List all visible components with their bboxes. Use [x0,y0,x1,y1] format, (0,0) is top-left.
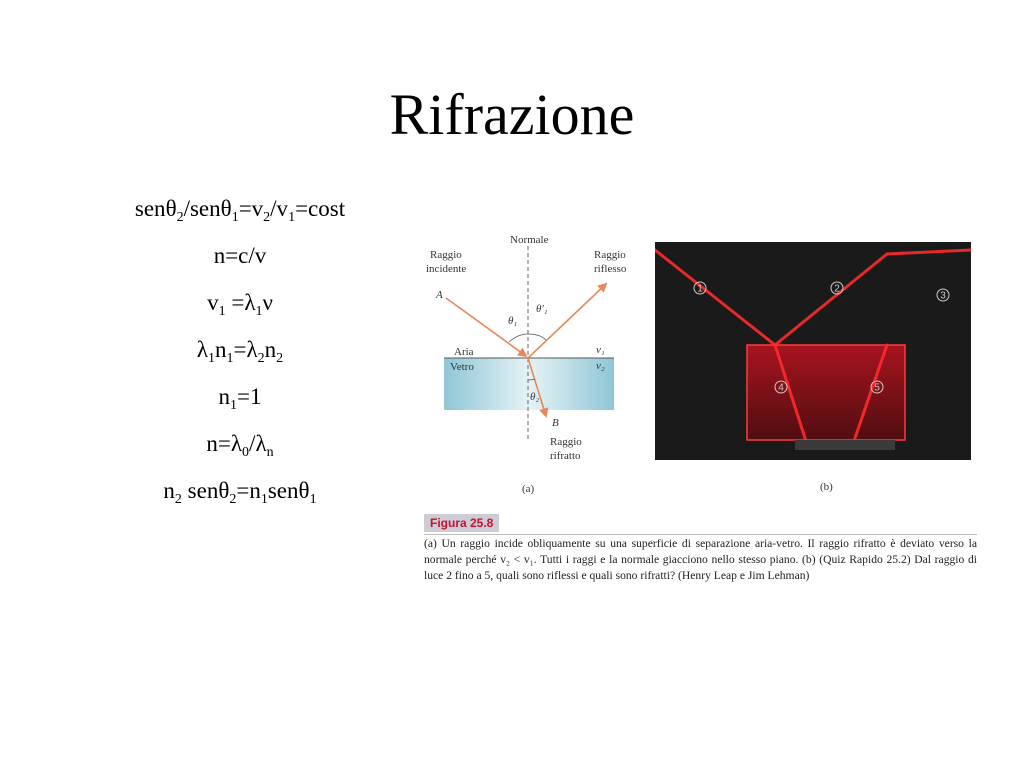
formula-text: = [225,290,245,315]
beam-marker-label: 5 [874,382,880,394]
formula-text: n [163,478,175,503]
reflected-label-line2: riflesso [594,263,627,275]
point-a-label: A [436,289,443,301]
formula-3 [60,286,420,333]
formula-text: =n [236,478,261,503]
incident-label-line2: incidente [426,263,467,275]
medium-top-label: Aria [454,346,474,358]
formula-text: sen [267,478,299,503]
normal-label: Normale [510,234,549,246]
formula-2 [60,239,420,286]
formula-text: =1 [237,384,262,409]
formula-text: λ [196,337,208,362]
formula-subscript: 1 [255,304,263,319]
formula-text: n= [206,431,231,456]
formula-6 [60,427,420,474]
refracted-label-line2: rifratto [550,450,581,462]
formula-4 [60,333,420,380]
formula-subscript: 2 [276,351,284,366]
v1-label: v₁ [596,344,605,356]
formula-text: v [207,290,219,315]
formula-text: =cost [295,196,346,221]
beam-marker-label: 3 [940,290,946,302]
reflected-label-line1: Raggio [594,249,626,261]
formula-text: /v [270,196,289,221]
formula-text: sen [134,196,166,221]
formula-text: θ [218,478,230,503]
formula-subscript: 2 [176,210,184,225]
formula-text: λ [246,337,258,362]
formula-subscript: 2 [257,351,265,366]
formula-text: =v [238,196,264,221]
formula-text: n=c/v [213,243,267,268]
formula-subscript: 2 [263,210,271,225]
figure-a-caption: (a) [522,483,535,495]
formula-subscript: 1 [288,210,296,225]
theta1-prime-label: θ′₁ [536,303,548,315]
beam-marker-label: 1 [697,283,703,295]
formula-subscript: 1 [260,492,268,507]
incident-label-line1: Raggio [430,249,462,261]
figure-caption-text: (a) Un raggio incide obliquamente su una superficie di separazione aria-vetro. Il raggio rifratto è deviato verso la normale perché v₂ < v₁. Tutti i raggi e la normale giacciono nello stesso piano. (b) (Quiz Rapido 25.2) Dal raggio di luce 2 fino a 5, quali sono riflessi e quali sono rifratti? (Henry Leap e Jim Lehman) [424,537,977,582]
v2-label: v₂ [596,360,605,372]
laser-photo [655,242,971,460]
formula-text: ν [262,290,273,315]
medium-bottom-label: Vetro [450,361,474,373]
formula-subscript: 2 [229,492,237,507]
formula-subscript: 0 [242,445,250,460]
formula-text: n [264,337,277,362]
refracted-label-line1: Raggio [550,436,582,448]
formula-text: n [215,337,227,362]
formula-text: = [233,337,247,362]
formula-1 [60,192,420,239]
photo-base [795,440,895,450]
formula-text: / [249,431,256,456]
figure-caption-title: Figura 25.8 [424,514,499,532]
formula-subscript: n [266,445,274,460]
formula-text: /sen [183,196,221,221]
reflected-ray [528,284,606,358]
formula-text: λ [244,290,256,315]
formula-subscript: 1 [309,492,317,507]
formula-subscript: 1 [231,210,239,225]
formula-text: λ [230,431,243,456]
formula-subscript: 2 [174,492,182,507]
formula-list [60,192,420,521]
point-b-label: B [552,417,559,429]
formula-text: sen [181,478,219,503]
theta1-label: θ₁ [508,315,518,327]
formula-text: θ [220,196,232,221]
refraction-diagram [418,228,648,500]
formula-subscript: 1 [218,304,226,319]
formula-text: θ [165,196,177,221]
formula-text: λ [255,431,267,456]
formula-subscript: 1 [226,351,234,366]
formula-text: θ [298,478,310,503]
formula-7 [60,474,420,521]
slide-title: Rifrazione [389,82,635,147]
angle-arc-incident [509,334,528,342]
beam-marker-label: 4 [778,382,784,394]
formula-subscript: 1 [230,398,237,413]
figure-caption-header [424,514,977,535]
formula-text: n [218,384,230,409]
angle-arc-reflected [528,334,546,340]
beam-marker-label: 2 [834,283,840,295]
theta2-label: θ₂ [530,391,540,403]
formula-subscript: 1 [208,351,215,366]
figure-b-caption: (b) [820,481,833,493]
formula-5 [60,380,420,427]
